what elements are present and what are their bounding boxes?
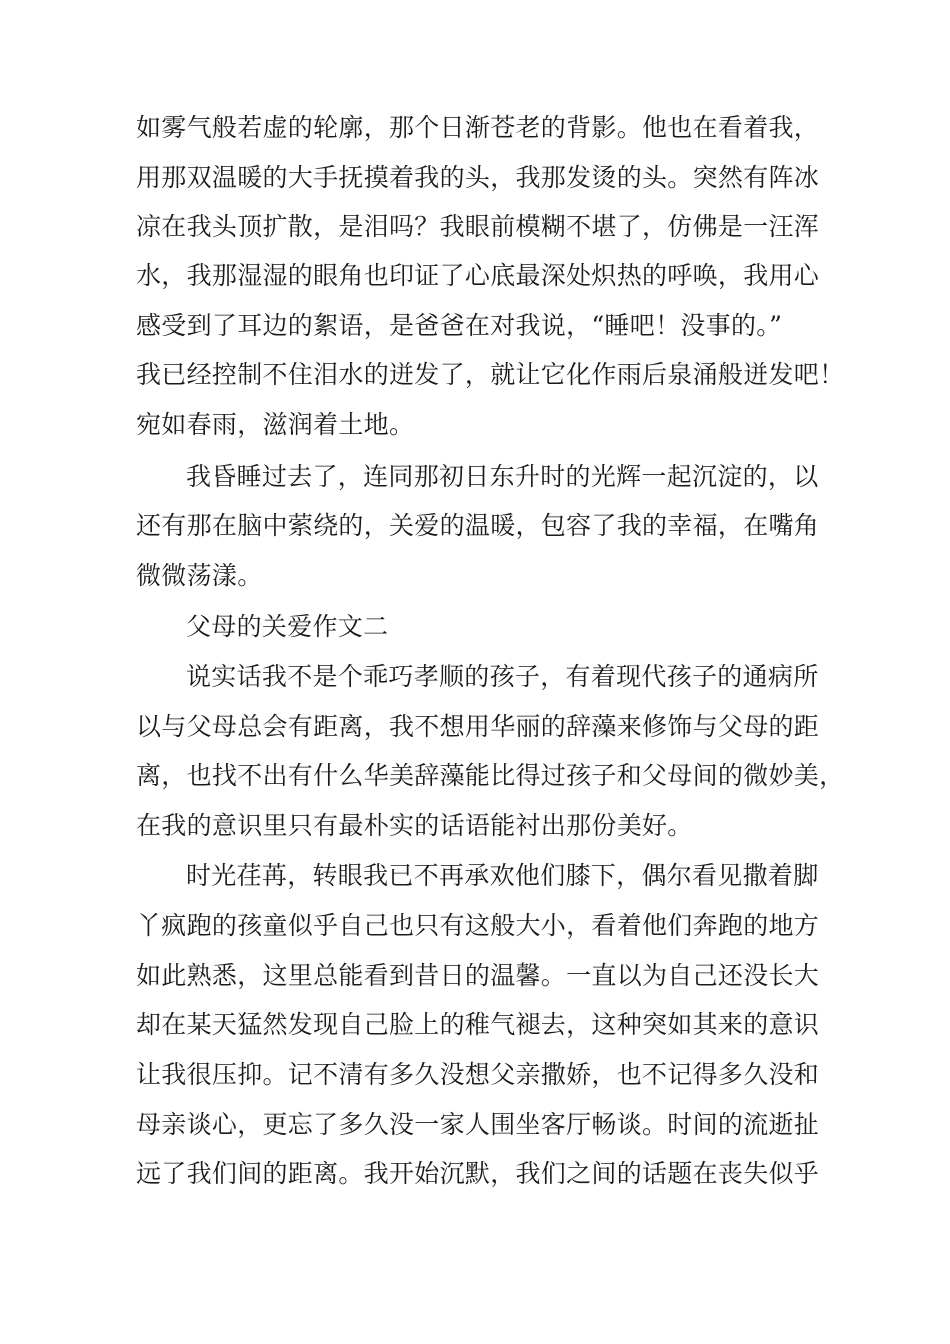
paragraph-line: 说实话我不是个乖巧孝顺的孩子，有着现代孩子的通病所	[186, 662, 819, 691]
paragraph-line: 如雾气般若虚的轮廓，那个日渐苍老的背影。他也在看着我，	[136, 113, 820, 142]
paragraph-line: 感受到了耳边的絮语，是爸爸在对我说，“睡吧！没事的。”	[136, 311, 783, 340]
paragraph-line: 我昏睡过去了，连同那初日东升时的光辉一起沉淀的，以	[186, 462, 819, 491]
paragraph-line: 让我很压抑。记不清有多久没想父亲撒娇，也不记得多久没和	[136, 1060, 820, 1089]
paragraph-line: 微微荡漾。	[136, 561, 263, 590]
paragraph-line: 丫疯跑的孩童似乎自己也只有这般大小，看着他们奔跑的地方	[136, 911, 820, 940]
paragraph-line: 还有那在脑中萦绕的，关爱的温暖，包容了我的幸福，在嘴角	[136, 511, 820, 540]
paragraph-line: 凉在我头顶扩散，是泪吗？我眼前模糊不堪了，仿佛是一汪浑	[136, 212, 820, 241]
paragraph-line: 我已经控制不住泪水的迸发了，就让它化作雨后泉涌般迸发吧！	[136, 360, 845, 389]
paragraph-line: 离，也找不出有什么华美辞藻能比得过孩子和父母间的微妙美，	[136, 761, 845, 790]
paragraph-line: 母亲谈心，更忘了多久没一家人围坐客厅畅谈。时间的流逝扯	[136, 1110, 820, 1139]
paragraph-line: 在我的意识里只有最朴实的话语能衬出那份美好。	[136, 811, 693, 840]
paragraph-line: 水，我那湿湿的眼角也印证了心底最深处炽热的呼唤，我用心	[136, 261, 820, 290]
paragraph-line: 用那双温暖的大手抚摸着我的头，我那发烫的头。突然有阵冰	[136, 163, 820, 192]
paragraph-line: 宛如春雨，滋润着土地。	[136, 410, 415, 439]
paragraph-line: 如此熟悉，这里总能看到昔日的温馨。一直以为自己还没长大	[136, 961, 820, 990]
paragraph-line: 时光荏苒，转眼我已不再承欢他们膝下，偶尔看见撒着脚	[186, 861, 819, 890]
paragraph-line: 远了我们间的距离。我开始沉默，我们之间的话题在丧失似乎	[136, 1159, 820, 1188]
paragraph-line: 以与父母总会有距离，我不想用华丽的辞藻来修饰与父母的距	[136, 712, 820, 741]
paragraph-line: 却在某天猛然发现自己脸上的稚气褪去，这种突如其来的意识	[136, 1010, 820, 1039]
section-heading: 父母的关爱作文二	[186, 612, 389, 641]
